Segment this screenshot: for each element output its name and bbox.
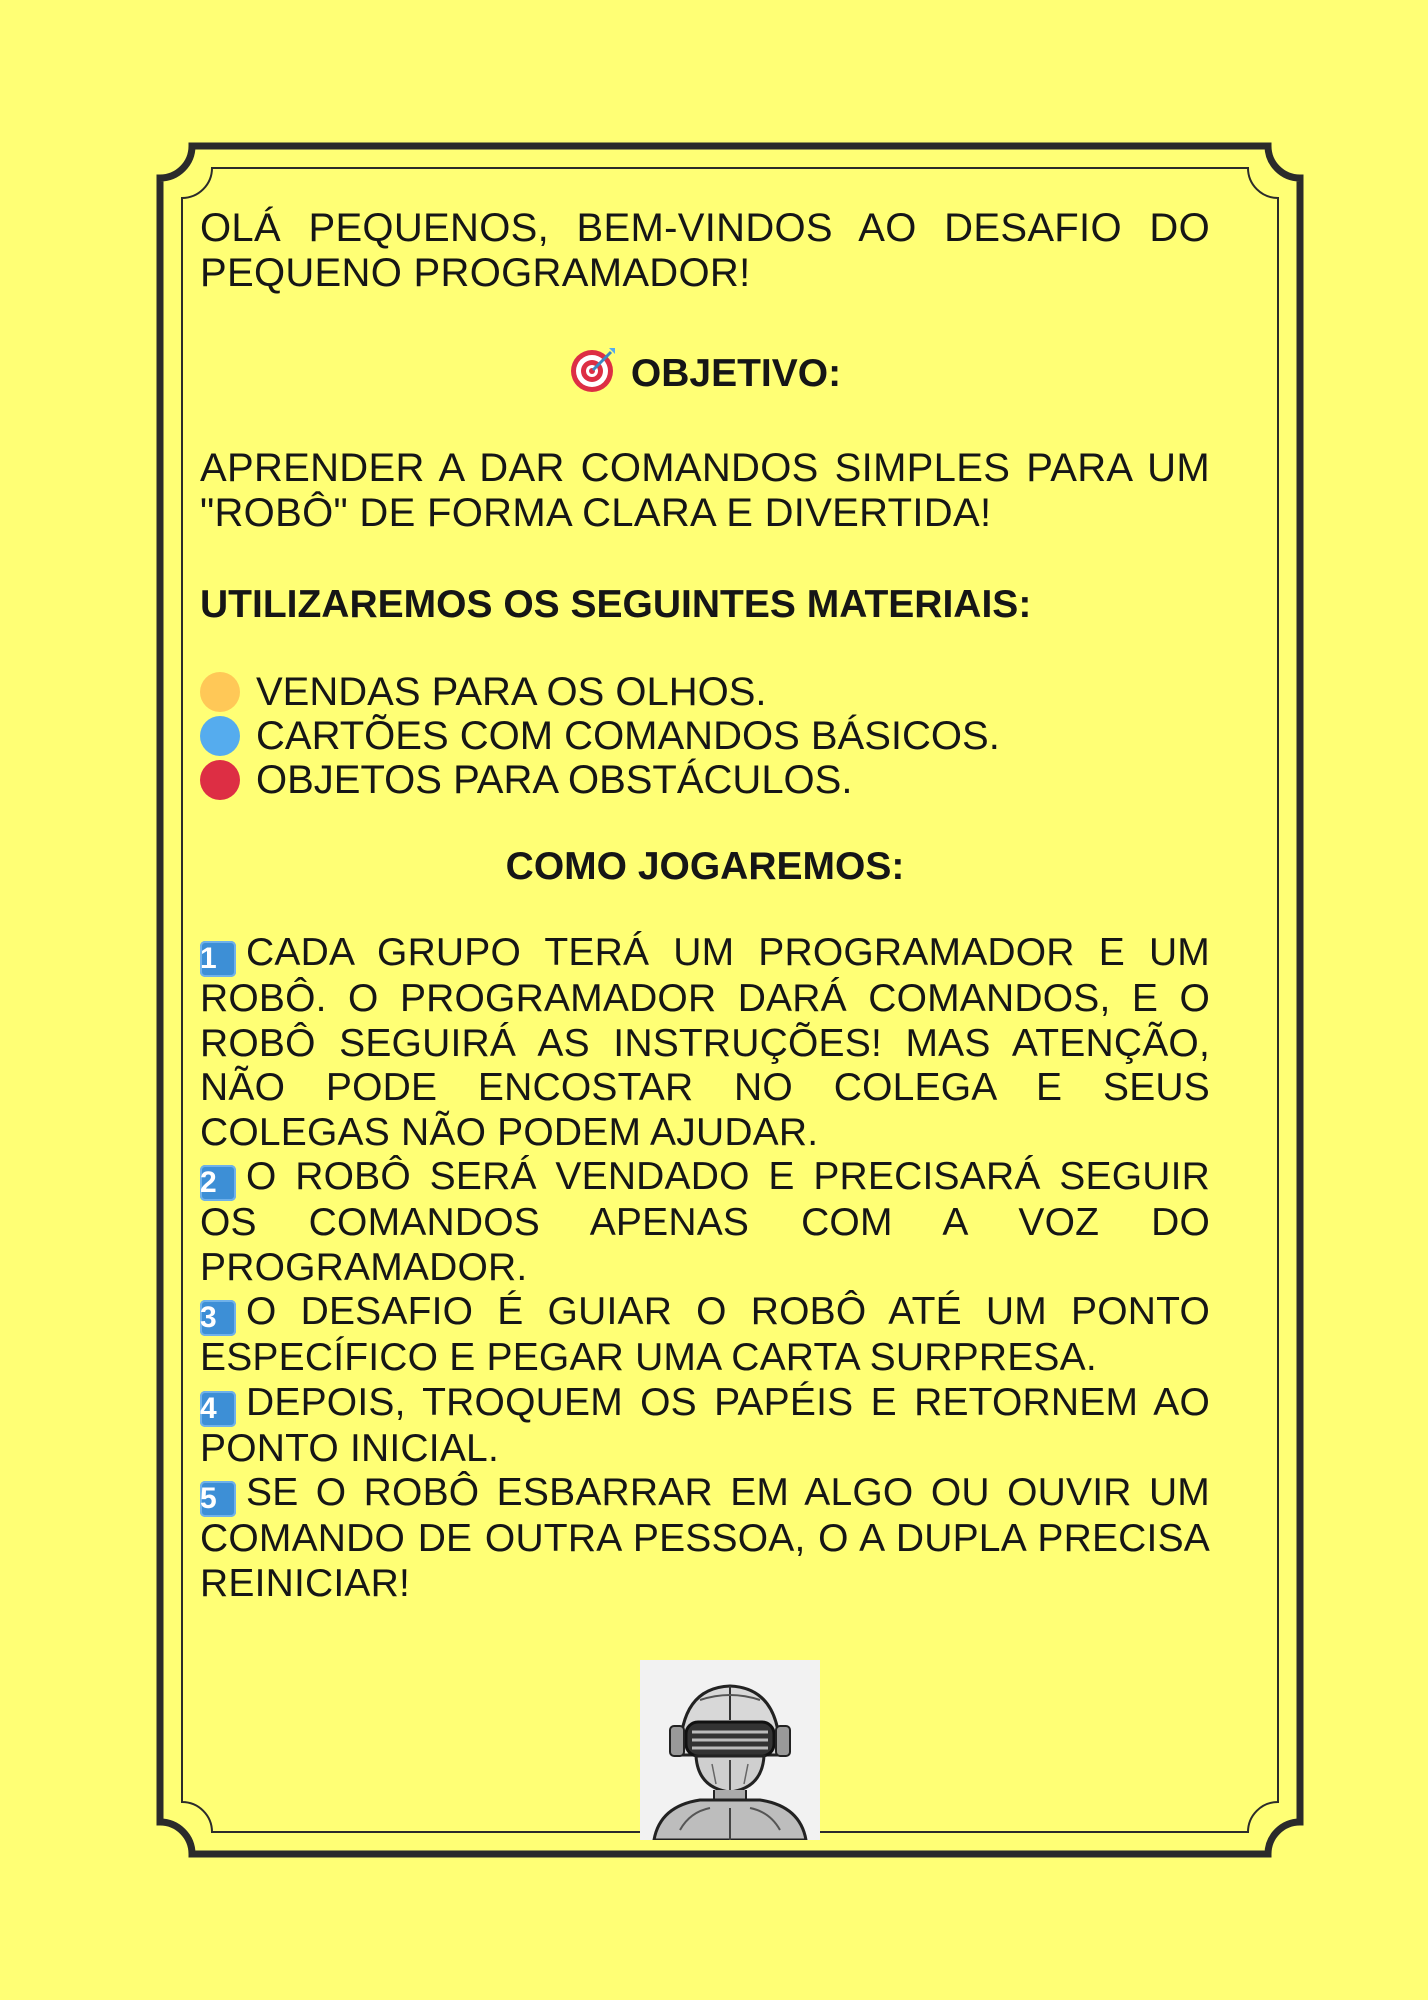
target-icon [569, 346, 617, 394]
step-item [200, 1290, 1210, 1381]
step-text: SE O ROBÔ ESBARRAR EM ALGO OU OUVIR UM COMANDO DE OUTRA PESSOA, O A DUPLA PRECISA REINICIAR! [200, 1471, 1210, 1605]
blue-circle-icon [200, 716, 240, 756]
step-item [200, 931, 1210, 1155]
howto-heading: COMO JOGAREMOS: [505, 845, 905, 888]
orange-circle-icon [200, 672, 240, 712]
objective-heading [200, 346, 1210, 396]
objective-text: APRENDER A DAR COMANDOS SIMPLES PARA UM "ROBÔ" DE FORMA CLARA E DIVERTIDA! [200, 446, 1210, 535]
robot-sketch-icon [640, 1660, 820, 1840]
intro-text: OLÁ PEQUENOS, BEM-VINDOS AO DESAFIO DO PEQUENO PROGRAMADOR! [200, 206, 1210, 295]
material-label: OBJETOS PARA OBSTÁCULOS. [256, 758, 853, 802]
step-item [200, 1155, 1210, 1290]
keycap-1-icon: 1 [200, 941, 236, 977]
robot-sketch-image [640, 1660, 820, 1840]
main-content [200, 206, 1210, 1606]
keycap-2-icon: 2 [200, 1165, 236, 1201]
keycap-5-icon: 5 [200, 1481, 236, 1517]
objective-heading-label: OBJETIVO: [630, 352, 842, 395]
steps-list [200, 931, 1210, 1606]
material-label: VENDAS PARA OS OLHOS. [256, 670, 767, 714]
step-text: DEPOIS, TROQUEM OS PAPÉIS E RETORNEM AO PONTO INICIAL. [200, 1380, 1210, 1470]
material-item [200, 670, 1210, 714]
material-item [200, 758, 1210, 802]
step-text: O ROBÔ SERÁ VENDADO E PRECISARÁ SEGUIR OS COMANDOS APENAS COM A VOZ DO PROGRAMADOR. [200, 1155, 1210, 1289]
keycap-4-icon: 4 [200, 1391, 236, 1427]
materials-heading: UTILIZAREMOS OS SEGUINTES MATERIAIS: [200, 583, 1032, 626]
step-text: O DESAFIO É GUIAR O ROBÔ ATÉ UM PONTO ESPECÍFICO E PEGAR UMA CARTA SURPRESA. [200, 1290, 1210, 1379]
material-item [200, 714, 1210, 758]
materials-list [200, 670, 1210, 802]
step-item [200, 1471, 1210, 1606]
material-label: CARTÕES COM COMANDOS BÁSICOS. [256, 714, 1000, 758]
step-text: CADA GRUPO TERÁ UM PROGRAMADOR E UM ROBÔ. O PROGRAMADOR DARÁ COMANDOS, E O ROBÔ SEGUIRÁ AS INSTRUÇÕES! MAS ATENÇÃO, NÃO PODE ENCOSTAR NO COLEGA E SEUS COLEGAS NÃO PODEM AJUDAR. [200, 931, 1210, 1154]
step-item [200, 1381, 1210, 1472]
keycap-3-icon: 3 [200, 1300, 236, 1336]
red-circle-icon [200, 760, 240, 800]
